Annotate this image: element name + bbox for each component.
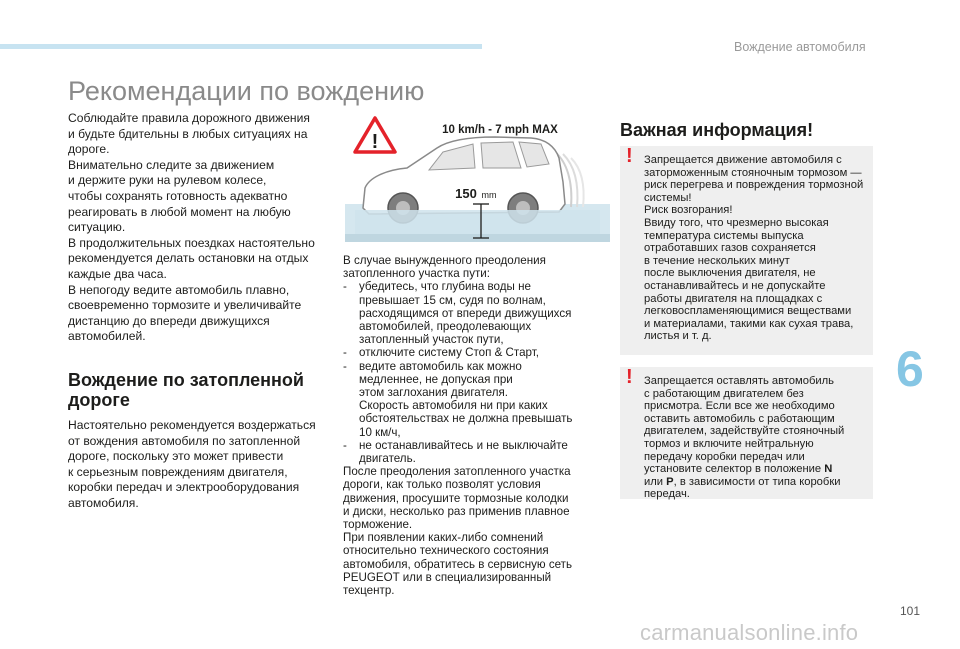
- car-in-water-image: [345, 112, 610, 250]
- list-item: - ведите автомобиль как можно медленнее, не допуская при этом заглохания двигателя. Скорость автомобиля ни при каких обстоятельствах не должна превышать 10 км/ч,: [343, 359, 573, 439]
- flood-column: [68, 418, 344, 512]
- header-accent-bar: [0, 44, 482, 49]
- intro-text: Соблюдайте правила дорожного движения и будьте бдительны в любых ситуациях на дороге. Внимательно следите за движением и держите руки на рулевом колесе, чтобы сохранять готовность адекватно реагировать в любой момент на любую ситуацию. В продолжительных поездках настоятельно рекомендуется делать остановки на отдых каждые два часа. В непогоду ведите автомобиль плавно, своевременно тормозите и увеличивайте дистанцию до впереди движущихся автомобилей.: [68, 111, 315, 344]
- page-number: 101: [900, 604, 921, 618]
- list-item: - убедитесь, что глубина воды не превышает 15 см, судя по волнам, расходящимся от впереди движущихся автомобилей, преодолевающих затопленный участок пути,: [343, 280, 572, 347]
- crossing-column: [343, 254, 608, 597]
- page-title: Рекомендации по вождению: [68, 76, 425, 106]
- depth-unit: mm: [481, 190, 497, 200]
- warning-text: Запрещается оставлять автомобиль с работающим двигателем без присмотра. Если все же необходимо оставить автомобиль с работающим двигателем, задействуйте стояночный тормоз и включите нейтральную передачу коробки передач или установите селектор в положение N или P, в зависимости от типа коробки передач.: [644, 375, 845, 501]
- crossing-lead: В случае вынужденного преодоления затопленного участка пути:: [343, 254, 546, 281]
- chapter-number: 6: [896, 341, 924, 397]
- list-item: - отключите систему Стоп & Старт,: [343, 346, 539, 360]
- warning-box-unattended: [620, 367, 873, 499]
- speed-limit-label: 10 km/h - 7 mph MAX: [442, 124, 558, 136]
- exclamation-icon: !: [626, 366, 633, 388]
- svg-text:!: !: [371, 131, 379, 153]
- warning-text: Запрещается движение автомобиля с заторможенным стояночным тормозом — риск перегрева и повреждения тормозной системы! Риск возгорания! Ввиду того, что чрезмерно высокая температура системы выпуска отработавших газов сохраняется в течение нескольких минут после выключения двигателя, не останавливайтесь и не допускайте работы двигателя на площадках с легковоспламеняющимися веществами и материалами, такими как сухая трава, листья и т. д.: [644, 154, 864, 343]
- list-item: - не останавливайтесь и не выключайте двигатель.: [343, 438, 568, 466]
- intro-column: [68, 111, 344, 345]
- important-heading: Важная информация!: [620, 120, 814, 140]
- flood-heading: Вождение по затопленной дороге: [68, 370, 304, 410]
- flooded-road-illustration: [345, 112, 610, 250]
- warning-box-handbrake: [620, 146, 873, 355]
- section-title: Вождение автомобиля: [734, 40, 866, 54]
- watermark: carmanualsonline.info: [640, 620, 859, 645]
- depth-value: 150: [455, 186, 477, 201]
- exclamation-icon: !: [626, 145, 633, 167]
- flood-text: Настоятельно рекомендуется воздержаться от вождения автомобиля по затопленной дороге, поскольку это может привести к серьезным повреждениям двигателя, коробки передач и электрооборудования автомобиля.: [68, 418, 316, 510]
- crossing-after: После преодоления затопленного участка дороги, как только позволят условия движения, просушите тормозные колодки и диски, несколько раз применив плавное торможение. При появлении каких-либо сомнений относительно технического состояния автомобиля, обратитесь в сервисную сеть PEUGEOT или в специализированный техцентр.: [343, 465, 573, 598]
